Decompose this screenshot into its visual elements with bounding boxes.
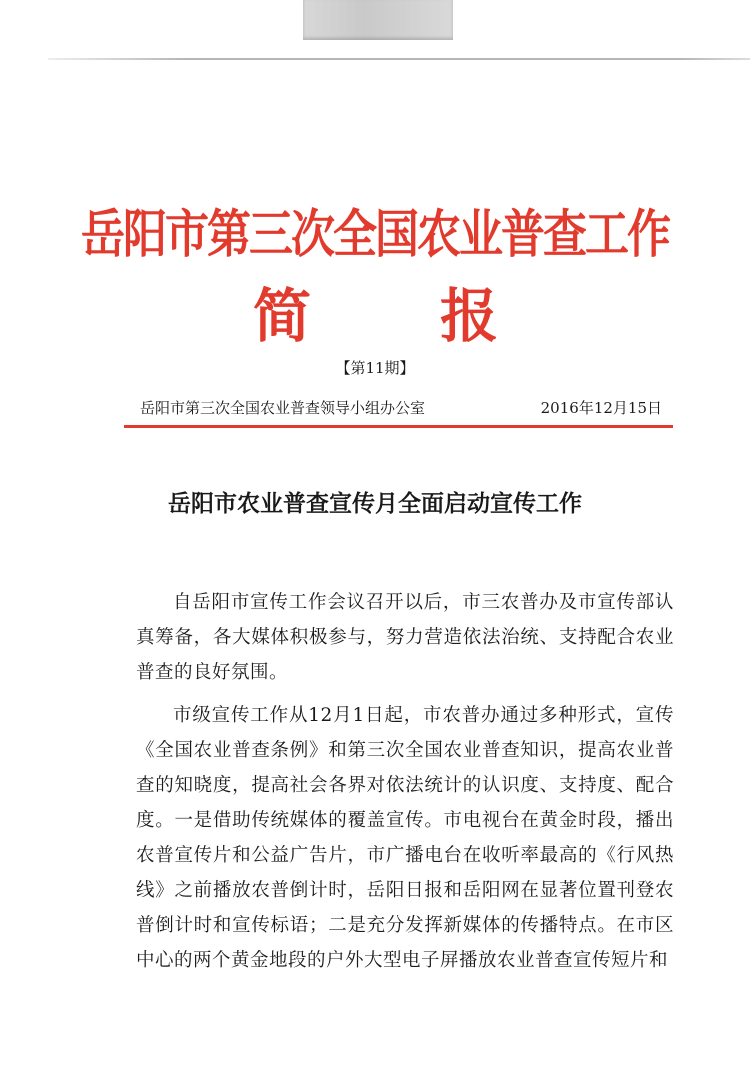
article-paragraph: 自岳阳市宣传工作会议召开以后，市三农普办及市宣传部认真筹备，各大媒体积极参与，努力营造依法治统、支持配合农业普查的良好氛围。 [136,592,674,683]
issue-date: 2016年12月15日 [540,399,662,417]
masthead-sub-char-jian: 简 [253,282,312,350]
article-title: 岳阳市农业普查宣传月全面启动宣传工作 [168,491,582,517]
issuing-office: 岳阳市第三次全国农业普查领导小组办公室 [140,399,426,417]
scan-fold-line [48,58,750,60]
issue-number: 【第11期】 [335,359,415,377]
masthead-red-rule [124,425,673,428]
bulletin-masthead-title: 岳阳市第三次全国农业普查工作 [81,204,669,266]
scan-clip-shadow [303,0,453,40]
masthead-sub-char-bao: 报 [440,282,499,350]
bulletin-masthead-subtitle [0,282,750,350]
article-paragraph: 市级宣传工作从12月1日起，市农普办通过多种形式，宣传《全国农业普查条例》和第三次全国农业普查知识，提高农业普查的知晓度，提高社会各界对依法统计的认识度、支持度、配合度。一是借助传统媒体的覆盖宣传。市电视台在黄金时段，播出农普宣传片和公益广告片，市广播电台在收听率最高的《行风热线》之前播放农普倒计时，岳阳日报和岳阳网在显著位置刊登农普倒计时和宣传标语；二是充分发挥新媒体的传播特点。在市区中心的两个黄金地段的户外大型电子屏播放农业普查宣传短片和 [136,705,674,971]
article-body [136,585,674,986]
